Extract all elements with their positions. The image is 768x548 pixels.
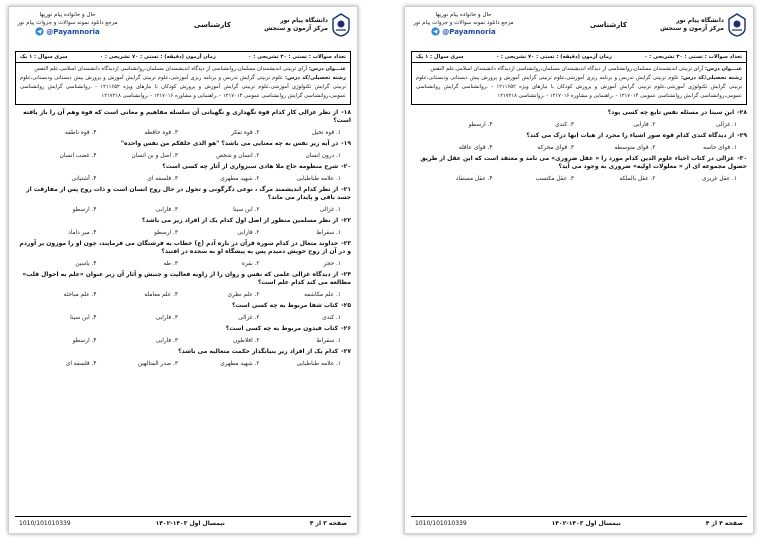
university-name: دانشگاه پیام نور xyxy=(280,17,328,24)
page-header xyxy=(411,11,747,49)
answer-option: ۴. ارسطو xyxy=(468,122,493,128)
course-text: آرای تربیتی اندیشمندان مسلمان،روانشناسی از دیدگاه اندیشمندان مسلمان،روانشناسی ازدیدگاه دانشمندان اسلامی،علم النفس xyxy=(430,66,704,72)
answer-option: ۲. افلاطون xyxy=(232,338,260,344)
question-list xyxy=(15,109,351,368)
course-label: عنـــوان درس: xyxy=(308,66,346,72)
course-label: عنـــوان درس: xyxy=(704,66,742,72)
answer-option: ۳. طه xyxy=(163,261,178,267)
question-text xyxy=(15,163,351,171)
brand-handle: @Payamnoria xyxy=(411,27,516,36)
question-item xyxy=(15,109,351,137)
answer-option: ۳. علم معامله xyxy=(144,292,178,298)
semester: نیمسال اول ۱۴۰۳-۱۴۰۲ xyxy=(551,519,621,527)
question-item xyxy=(411,109,747,129)
question-body: از دیدگاه کندی کدام قوه صور اشیاء را مجرد از هیات انها درک می کند؟ xyxy=(526,132,735,139)
question-body: کتاب فیدون مربوط به چه کسی است؟ xyxy=(225,325,339,332)
question-list xyxy=(411,109,747,183)
telegram-icon xyxy=(35,27,44,36)
answer-option: ۲. شهید مطهری xyxy=(220,176,260,182)
answer-options xyxy=(411,121,747,129)
question-item xyxy=(15,348,351,368)
answer-option: ۲. انسان و شخص xyxy=(216,153,260,159)
answer-option: ۱. قوای حاسه xyxy=(703,145,737,151)
exam-time: زمان آزمون (دقیقه) : تستی : ۷۰ تشریحی : ۰ xyxy=(495,54,612,60)
telegram-icon xyxy=(431,27,440,36)
answer-option: ۳. قوای محرکه xyxy=(537,145,574,151)
answer-options xyxy=(15,229,351,237)
answer-option: ۱. درون انسان xyxy=(305,153,341,159)
answer-option: ۱. سقراط xyxy=(316,338,341,344)
question-item xyxy=(15,140,351,160)
page-header xyxy=(15,11,351,49)
question-text xyxy=(15,140,351,148)
answer-option: ۳. فلسفه ای xyxy=(147,176,178,182)
question-body: از نظر غزالی کار کدام قوه نگهداری و نگهبانی آن سلسله مفاهیم و معانی است که قوه وهم آن را باز یافته است؟ xyxy=(23,109,351,124)
university-name: دانشگاه پیام نور xyxy=(676,17,724,24)
question-item xyxy=(15,217,351,237)
answer-options xyxy=(15,260,351,268)
field-label: رشته تحصیلی/کد درس: xyxy=(285,75,346,81)
question-body: کتاب شفا مربوط به چه کسی است؟ xyxy=(231,302,339,309)
question-text xyxy=(411,155,747,171)
university-block xyxy=(660,13,747,37)
answer-option: ۱. علم مکاشفه xyxy=(304,292,341,298)
answer-option: ۴. علم مباحثه xyxy=(63,292,97,298)
answer-option: ۱. غزالی xyxy=(319,207,341,213)
question-body: از دیدگاه غزالی علمی که نفس و روان را از زاویه فعالیت و جنبش و آثار آن زیر عنوان «علم به احوال قلب» مطالعه می کند کدام علم است؟ xyxy=(22,271,351,286)
brand-block xyxy=(15,11,120,36)
question-text xyxy=(15,186,351,202)
answer-option: ۴. فلسفه ای xyxy=(65,361,97,367)
question-text xyxy=(411,109,747,117)
question-text xyxy=(15,240,351,256)
answer-option: ۴. ارسطو xyxy=(72,338,97,344)
answer-option: ۱. کندی xyxy=(322,315,341,321)
answer-options xyxy=(15,360,351,368)
brand-line-1: حال و خانواده پیام نوریها xyxy=(39,12,96,18)
question-number: ۲۷- xyxy=(341,348,351,355)
question-item xyxy=(15,163,351,183)
question-item xyxy=(15,186,351,214)
question-text xyxy=(15,302,351,310)
question-number: ۲۴- xyxy=(341,271,351,278)
question-text xyxy=(15,325,351,333)
answer-option: ۳. فارابی xyxy=(155,315,178,321)
answer-option: ۱. عقل غریزی xyxy=(701,176,737,182)
question-body: از نظر کدام اندیشمند مرگ ، نوعی دگرگونی و تحول در حال روح انسان است و ذات روح پس از مفارقت از جسد باقی و پایدار می ماند؟ xyxy=(26,186,351,201)
exam-page-3 xyxy=(8,6,358,534)
question-body: خداوند متعال در کدام سوره قرآن در باره آدم (ع) خطاب به فرشتگان می فرمایند، چون او را موزون بر آوردم و در آن از روح خویش دمیدم پس به پیشگاه او به سجده در افتید؟ xyxy=(19,240,351,255)
answer-option: ۲. بقره xyxy=(241,261,260,267)
question-series: سری سوال : ۱ یک xyxy=(20,54,68,60)
answer-options xyxy=(15,175,351,183)
field-label: رشته تحصیلی/کد درس: xyxy=(681,75,742,81)
answer-option: ۲. قوه تفکر xyxy=(231,130,260,136)
exam-page-4 xyxy=(404,6,754,534)
question-number: ۲۱- xyxy=(341,186,351,193)
question-series: سری سوال : ۱ یک xyxy=(416,54,464,60)
question-count: تعداد سوالات : تستی : ۳۰ تشریحی : ۰ xyxy=(248,54,346,60)
exam-info-box xyxy=(411,51,747,105)
brand-line-2: مرجع دانلود نمونه سوالات و جزوات پیام نور xyxy=(17,20,118,26)
answer-options xyxy=(15,152,351,160)
answer-options xyxy=(15,129,351,137)
answer-options xyxy=(15,314,351,322)
question-body: از نظر مسلمین منظور از اصل اول کدام یک از افراد زیر می باشد؟ xyxy=(141,217,339,224)
exam-code: 1010/101010339 xyxy=(415,519,467,527)
answer-option: ۳. فارابی xyxy=(155,338,178,344)
exam-center-name: مرکز آزمون و سنجش xyxy=(660,25,724,32)
question-item xyxy=(411,132,747,152)
answer-option: ۱. علامه طباطبایی xyxy=(296,361,341,367)
answer-option: ۴. قوای عاقله xyxy=(458,145,493,151)
question-text xyxy=(15,109,351,125)
answer-option: ۴. ارسطو xyxy=(72,207,97,213)
question-item xyxy=(15,325,351,345)
university-block xyxy=(264,13,351,37)
answer-option: ۲. شهید مطهری xyxy=(220,361,260,367)
exam-code: 1010/101010339 xyxy=(19,519,71,527)
answer-option: ۴. میر داماد xyxy=(68,230,97,236)
question-item xyxy=(15,271,351,299)
question-number: ۱۸- xyxy=(341,109,351,116)
exam-center-name: مرکز آزمون و سنجش xyxy=(264,25,328,32)
answer-option: ۲. عقل بالملکه xyxy=(619,176,656,182)
answer-option: ۲. غزالی xyxy=(238,315,260,321)
answer-option: ۳. فارابی xyxy=(155,207,178,213)
question-item xyxy=(15,302,351,322)
answer-option: ۴. آشتیانی xyxy=(71,176,97,182)
answer-options xyxy=(15,206,351,214)
exam-info-box xyxy=(15,51,351,105)
answer-option: ۲. قوای متوسطه xyxy=(614,145,656,151)
page-number: صفحه ۴ از ۴ xyxy=(705,519,743,527)
answer-option: ۳. قوه حافظه xyxy=(144,130,178,136)
answer-options xyxy=(15,337,351,345)
answer-option: ۳. اصل و بن انسان xyxy=(131,153,178,159)
question-body: در آیه زیر نفس به چه معنایی می باشد؟ "هو الذی خلقکم من نفس واحده" xyxy=(120,140,339,147)
answer-option: ۳. صدر المتالهین xyxy=(137,361,178,367)
question-number: ۲۸- xyxy=(737,109,747,116)
answer-option: ۴. عقل مستفاد xyxy=(455,176,493,182)
question-number: ۲۵- xyxy=(341,302,351,309)
university-logo-icon xyxy=(331,13,351,37)
question-item xyxy=(15,240,351,268)
answer-option: ۱. غزالی xyxy=(715,122,737,128)
degree-label: کارشناسی xyxy=(589,21,627,29)
answer-option: ۲. فارابی xyxy=(237,230,260,236)
answer-option: ۴. غضب انسان xyxy=(59,153,97,159)
university-logo-icon xyxy=(727,13,747,37)
answer-options xyxy=(15,291,351,299)
answer-option: ۲. ابن سینا xyxy=(233,207,260,213)
answer-option: ۳. ارسطو xyxy=(154,230,178,236)
answer-option: ۳. عقل مکتسب xyxy=(535,176,574,182)
field-text: علوم تربیتی گرایش تدریس و برنامه ریزی آموزشی،علوم تربیتی گرایش آموزش و پرورش پیش دبستانی ودبستانی،علوم تربیتی گرایش تکنولوژی آموزشی،علوم تربیتی گرایش آموزش و پرورش کودکان با نیازهای ویژه ۱۲۱۱۶۵۲ - ،روانشناسی گرایش روانشناسی عمومی،روانشناسی گرایش روانشناسی عمومی ۱۲۱۷۰۱۴ - ،راهنمایی و مشاوره ۱۲۱۷۰۱۶ - ،روانشناسی ۱۲۱۷۲۱۸ xyxy=(20,75,347,99)
question-number: ۲۳- xyxy=(341,240,351,247)
question-text xyxy=(15,348,351,356)
answer-option: ۲. علم نظری xyxy=(227,292,260,298)
answer-option: ۱. حجر xyxy=(323,261,341,267)
exam-time: زمان آزمون (دقیقه) : تستی : ۷۰ تشریحی : ۰ xyxy=(99,54,216,60)
question-body: کدام یک از افراد زیر بنیانگذار حکمت متعالیه می باشد؟ xyxy=(178,348,339,355)
question-number: ۲۹- xyxy=(737,132,747,139)
answer-options xyxy=(411,144,747,152)
brand-line-1: حال و خانواده پیام نوریها xyxy=(435,12,492,18)
question-item xyxy=(411,155,747,183)
answer-options xyxy=(411,175,747,183)
course-text: آرای تربیتی اندیشمندان مسلمان،روانشناسی از دیدگاه اندیشمندان مسلمان،روانشناسی ازدیدگاه دانشمندان اسلامی،علم النفس xyxy=(34,66,308,72)
question-number: ۱۹- xyxy=(341,140,351,147)
answer-option: ۴. یاسین xyxy=(75,261,97,267)
field-text: علوم تربیتی گرایش تدریس و برنامه ریزی آموزشی،علوم تربیتی گرایش آموزش و پرورش پیش دبستانی ودبستانی،علوم تربیتی گرایش تکنولوژی آموزشی،علوم تربیتی گرایش آموزش و پرورش کودکان با نیازهای ویژه ۱۲۱۱۶۵۲ - ،روانشناسی گرایش روانشناسی عمومی،روانشناسی گرایش روانشناسی عمومی ۱۲۱۷۰۱۴ - ،راهنمایی و مشاوره ۱۲۱۷۰۱۶ - ،روانشناسی ۱۲۱۷۲۱۸ xyxy=(416,75,743,99)
answer-option: ۱. سقراط xyxy=(316,230,341,236)
question-body: غزالی در کتاب احیاء علوم الدین کدام مورد را « عقل ضروری» می نامد و معتقد است که این عقل از طریق حصول مجموعه ای از « معلولات اولیه» ضروری به وجود می آید؟ xyxy=(420,155,747,170)
answer-option: ۴. قوه ناطقه xyxy=(65,130,97,136)
answer-option: ۱. قوه تخیل xyxy=(312,130,341,136)
semester: نیمسال اول ۱۴۰۳-۱۴۰۲ xyxy=(155,519,225,527)
question-text xyxy=(15,271,351,287)
brand-line-2: مرجع دانلود نمونه سوالات و جزوات پیام نور xyxy=(413,20,514,26)
question-body: شرح منظومه حاج ملا هادی سبزواری از آثار چه کسی است؟ xyxy=(162,163,339,170)
question-text xyxy=(411,132,747,140)
page-number: صفحه ۳ از ۴ xyxy=(309,519,347,527)
question-number: ۲۶- xyxy=(341,325,351,332)
degree-label: کارشناسی xyxy=(193,21,231,29)
question-number: ۲۰- xyxy=(341,163,351,170)
brand-handle: @Payamnoria xyxy=(15,27,120,36)
answer-option: ۲. فارابی xyxy=(633,122,656,128)
question-number: ۳۰- xyxy=(737,155,747,162)
answer-option: ۳. کندی xyxy=(555,122,574,128)
page-footer xyxy=(411,516,747,529)
brand-block xyxy=(411,11,516,36)
page-footer xyxy=(15,516,351,529)
answer-option: ۱. علامه طباطبایی xyxy=(296,176,341,182)
question-text xyxy=(15,217,351,225)
question-count: تعداد سوالات : تستی : ۳۰ تشریحی : ۰ xyxy=(644,54,742,60)
question-number: ۲۲- xyxy=(341,217,351,224)
question-body: ابن سینا در مسئله نفس تابع چه کسی بود؟ xyxy=(607,109,735,116)
answer-option: ۴. ابن سینا xyxy=(70,315,97,321)
